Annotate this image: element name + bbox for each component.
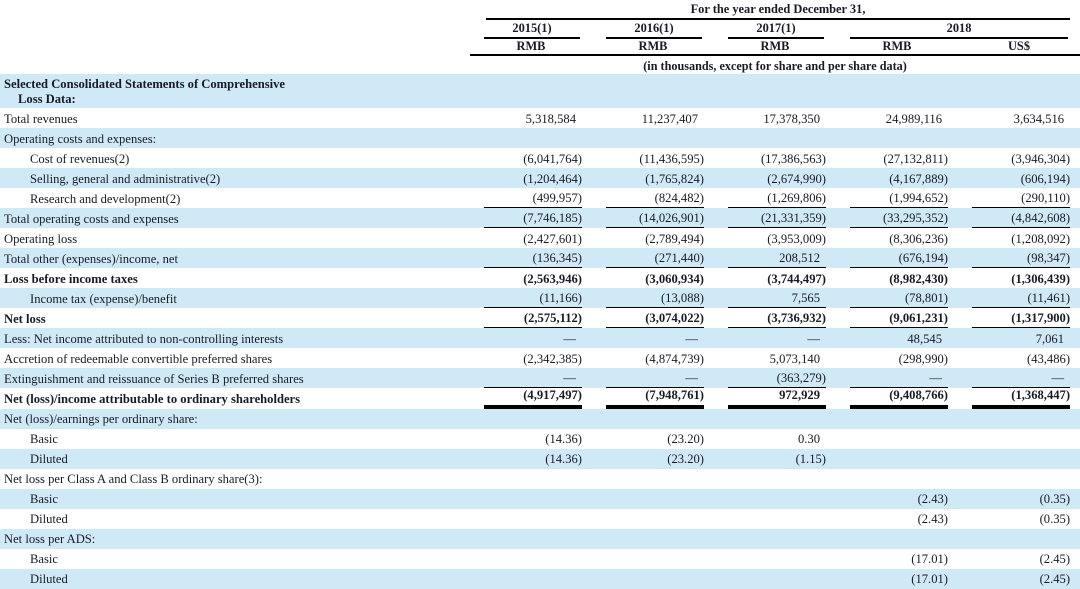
year-column-header: 2016(1) — [592, 20, 714, 39]
period-header-cell — [470, 0, 1080, 20]
cell-value: (2,342,385) — [523, 351, 582, 366]
cell-value: (2.45) — [1039, 572, 1071, 586]
table-row — [0, 489, 1080, 509]
cell-value: (298,990) — [898, 351, 948, 366]
row-label: Operating costs and expenses: — [4, 131, 157, 146]
cell-value — [958, 469, 1080, 489]
row-label: Net loss per Class A and Class B ordinary share(3): — [4, 472, 263, 486]
cell-value: (8,306,236) — [889, 231, 948, 246]
cell-value: (11,166) — [470, 288, 592, 308]
cell-value: 5,073,140 — [769, 351, 820, 366]
cell-value — [714, 74, 836, 108]
row-label: Selling, general and administrative(2) — [30, 171, 221, 186]
cell-value — [592, 529, 714, 549]
table-row — [0, 128, 1080, 148]
cell-value — [714, 469, 836, 489]
row-label: Net loss — [4, 311, 46, 326]
cell-value: (11,461) — [958, 288, 1080, 308]
cell-value — [592, 469, 714, 489]
table-row — [0, 248, 1080, 268]
row-label: Accretion of redeemable convertible preferred shares — [4, 351, 273, 366]
cell-value: (2,427,601) — [523, 231, 582, 246]
cell-value — [714, 489, 836, 509]
cell-value: 5,318,584 — [525, 111, 576, 126]
cell-value: (17.01) — [911, 552, 948, 566]
cell-value — [714, 549, 836, 569]
table-row — [0, 509, 1080, 529]
cell-value: (2.43) — [917, 512, 948, 526]
cell-value: (3,946,304) — [1011, 151, 1071, 166]
cell-value: (14,026,901) — [592, 208, 714, 228]
cell-value — [592, 549, 714, 569]
cell-value — [958, 529, 1080, 549]
cell-value: (78,801) — [836, 288, 958, 308]
cell-value: (4,917,497) — [470, 388, 592, 409]
cell-value — [714, 509, 836, 529]
cell-value — [836, 429, 958, 449]
cell-value: — — [958, 368, 1080, 388]
table-row — [0, 348, 1080, 368]
cell-value: (23.20) — [667, 452, 704, 466]
row-label: Research and development(2) — [30, 191, 181, 206]
cell-value — [836, 409, 958, 429]
cell-value: (7,746,185) — [470, 208, 592, 228]
label-column-spacer — [0, 39, 470, 55]
cell-value: (6,041,764) — [523, 151, 582, 166]
table-row — [0, 469, 1080, 489]
cell-value: (1,317,900) — [958, 308, 1080, 328]
cell-value: 972,929 — [714, 388, 836, 409]
unit-note-row — [0, 55, 1080, 74]
cell-value: — — [807, 331, 820, 346]
cell-value: (3,953,009) — [767, 231, 826, 246]
year-column-header: 2018 — [836, 20, 1080, 39]
table-row — [0, 108, 1080, 128]
cell-value: (17,386,563) — [760, 151, 826, 166]
cell-value — [592, 509, 714, 529]
row-label: Diluted — [30, 512, 68, 526]
table-row — [0, 409, 1080, 429]
cell-value: (1.15) — [795, 452, 826, 466]
row-label: Total other (expenses)/income, net — [4, 251, 178, 266]
row-label: Diluted — [30, 452, 68, 466]
cell-value: (14.36) — [545, 432, 582, 446]
cell-value — [470, 128, 592, 148]
cell-value: (1,204,464) — [523, 171, 582, 186]
currency-column-header: RMB — [592, 39, 714, 55]
row-label: Basic — [30, 432, 58, 446]
cell-value — [836, 529, 958, 549]
cell-value: (13,088) — [592, 288, 714, 308]
cell-value — [592, 128, 714, 148]
cell-value: (14.36) — [545, 452, 582, 466]
cell-value — [958, 74, 1080, 108]
cell-value — [958, 128, 1080, 148]
row-label: Operating loss — [4, 231, 78, 246]
table-row — [0, 388, 1080, 409]
cell-value: (8,982,430) — [889, 271, 948, 286]
cell-value: (4,874,739) — [645, 351, 704, 366]
unit-note-cell — [470, 55, 1080, 74]
cell-value — [714, 529, 836, 549]
cell-value: (17.01) — [911, 572, 948, 586]
cell-value: (2,789,494) — [645, 231, 704, 246]
cell-value: (363,279) — [714, 368, 836, 388]
cell-value: (43,486) — [1027, 351, 1071, 366]
currency-header-row — [0, 39, 1080, 55]
row-label: Loss before income taxes — [4, 271, 138, 286]
cell-value: (1,368,447) — [958, 388, 1080, 409]
cell-value: (824,482) — [592, 188, 714, 208]
table-header — [0, 0, 1080, 74]
cell-value: (0.35) — [1039, 492, 1071, 506]
cell-value: (3,744,497) — [767, 271, 826, 286]
row-label: Diluted — [30, 572, 68, 586]
cell-value — [470, 489, 592, 509]
cell-value: — — [470, 368, 592, 388]
table-row — [0, 268, 1080, 288]
row-label: Total operating costs and expenses — [4, 211, 179, 226]
table-row — [0, 368, 1080, 388]
cell-value — [714, 409, 836, 429]
cell-value: (7,948,761) — [592, 388, 714, 409]
cell-value: (2.45) — [1039, 552, 1071, 566]
cell-value — [470, 509, 592, 529]
cell-value: (21,331,359) — [714, 208, 836, 228]
cell-value: 7,565 — [714, 288, 836, 308]
row-label: Net (loss)/income attributable to ordinary shareholders — [4, 392, 301, 406]
row-label: Income tax (expense)/benefit — [30, 291, 177, 306]
table-row — [0, 208, 1080, 228]
label-column-spacer — [0, 0, 470, 20]
cell-value: — — [563, 331, 576, 346]
table-row — [0, 188, 1080, 208]
cell-value: (3,074,022) — [592, 308, 714, 328]
cell-value — [592, 569, 714, 589]
cell-value: (4,842,608) — [958, 208, 1080, 228]
cell-value: (271,440) — [592, 248, 714, 268]
cell-value: — — [836, 368, 958, 388]
table-body — [0, 74, 1080, 589]
cell-value: — — [685, 331, 698, 346]
cell-value: 0.30 — [797, 432, 820, 446]
label-column-spacer — [0, 20, 470, 39]
table-row — [0, 529, 1080, 549]
cell-value: (676,194) — [836, 248, 958, 268]
table-row — [0, 168, 1080, 188]
cell-value — [592, 409, 714, 429]
cell-value: (499,957) — [470, 188, 592, 208]
cell-value: 7,061 — [1035, 331, 1065, 346]
cell-value: (1,269,806) — [714, 188, 836, 208]
cell-value: (606,194) — [1020, 171, 1071, 186]
cell-value: (27,132,811) — [883, 151, 948, 166]
cell-value: 48,545 — [907, 331, 942, 346]
cell-value: (98,347) — [958, 248, 1080, 268]
cell-value: — — [592, 368, 714, 388]
cell-value: (9,408,766) — [836, 388, 958, 409]
row-label: Selected Consolidated Statements of Comprehensive Loss Data: — [4, 77, 286, 106]
cell-value — [714, 569, 836, 589]
cell-value: (290,110) — [958, 188, 1080, 208]
year-column-header: 2015(1) — [470, 20, 592, 39]
cell-value: (136,345) — [470, 248, 592, 268]
cell-value: (2,563,946) — [523, 271, 582, 286]
table-row — [0, 308, 1080, 328]
cell-value: (2,674,990) — [767, 171, 826, 186]
cell-value — [836, 469, 958, 489]
cell-value: 11,237,407 — [641, 111, 698, 126]
cell-value: (2.43) — [917, 492, 948, 506]
row-label: Net loss per ADS: — [4, 532, 96, 546]
cell-value: (9,061,231) — [836, 308, 958, 328]
cell-value: (3,060,934) — [645, 271, 704, 286]
cell-value: 24,989,116 — [885, 111, 942, 126]
table-row — [0, 569, 1080, 589]
cell-value: (1,208,092) — [1011, 231, 1071, 246]
row-label: Net (loss)/earnings per ordinary share: — [4, 412, 198, 426]
cell-value: (11,436,595) — [639, 151, 704, 166]
cell-value — [470, 549, 592, 569]
row-label: Basic — [30, 492, 58, 506]
row-label: Less: Net income attributed to non-controlling interests — [4, 331, 284, 346]
cell-value — [836, 128, 958, 148]
cell-value: (1,306,439) — [1011, 271, 1071, 286]
cell-value: (1,994,652) — [836, 188, 958, 208]
table-row — [0, 228, 1080, 248]
cell-value: (0.35) — [1039, 512, 1071, 526]
cell-value — [470, 569, 592, 589]
row-label: Cost of revenues(2) — [30, 151, 130, 166]
cell-value — [958, 409, 1080, 429]
cell-value: (3,736,932) — [714, 308, 836, 328]
cell-value: 17,378,350 — [763, 111, 820, 126]
period-header: For the year ended December 31, — [486, 2, 1070, 20]
cell-value: 208,512 — [714, 248, 836, 268]
table-row — [0, 328, 1080, 348]
cell-value — [470, 409, 592, 429]
currency-column-header: RMB — [836, 39, 958, 55]
cell-value — [470, 529, 592, 549]
row-label: Total revenues — [4, 111, 78, 126]
table-row — [0, 288, 1080, 308]
cell-value — [470, 74, 592, 108]
cell-value — [958, 449, 1080, 469]
cell-value — [470, 469, 592, 489]
cell-value: (33,295,352) — [836, 208, 958, 228]
table-row — [0, 449, 1080, 469]
currency-column-header: RMB — [470, 39, 592, 55]
currency-column-header: RMB — [714, 39, 836, 55]
currency-column-header: US$ — [958, 39, 1080, 55]
cell-value: (1,765,824) — [645, 171, 704, 186]
cell-value: (2,575,112) — [470, 308, 592, 328]
table-row — [0, 148, 1080, 168]
period-header-row — [0, 0, 1080, 20]
cell-value: (4,167,889) — [889, 171, 948, 186]
cell-value: 3,634,516 — [1013, 111, 1065, 126]
cell-value — [592, 489, 714, 509]
year-header-row — [0, 20, 1080, 39]
table-row — [0, 74, 1080, 108]
table-row — [0, 549, 1080, 569]
cell-value — [958, 429, 1080, 449]
label-column-spacer — [0, 55, 470, 74]
table-row — [0, 429, 1080, 449]
cell-value — [592, 74, 714, 108]
cell-value — [836, 449, 958, 469]
year-column-header: 2017(1) — [714, 20, 836, 39]
cell-value — [836, 74, 958, 108]
unit-note: (in thousands, except for share and per share data) — [643, 59, 907, 73]
row-label: Extinguishment and reissuance of Series B preferred shares — [4, 371, 304, 386]
cell-value — [714, 128, 836, 148]
cell-value: (23.20) — [667, 432, 704, 446]
row-label: Basic — [30, 552, 58, 566]
